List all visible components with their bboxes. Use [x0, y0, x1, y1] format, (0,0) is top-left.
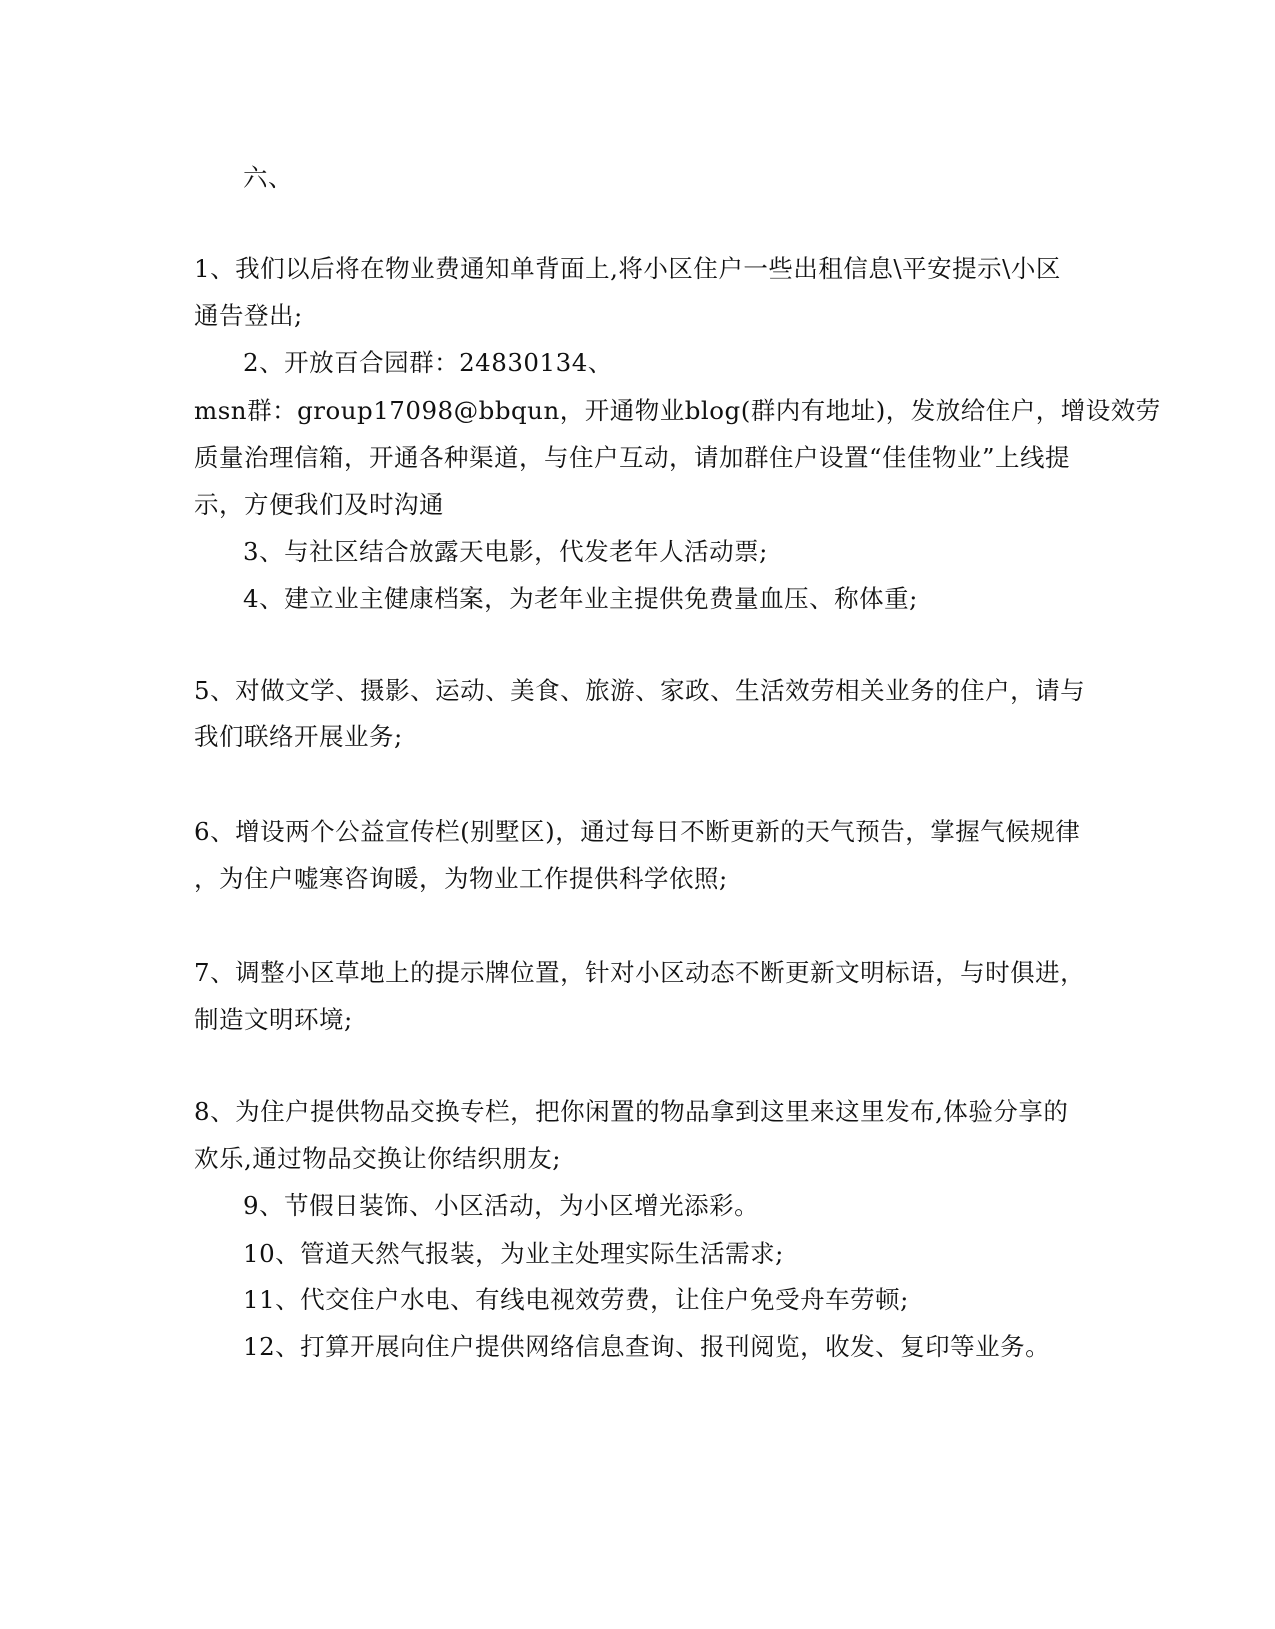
text-line: 示，方便我们及时沟通 — [194, 490, 444, 519]
text-line: 12、打算开展向住户提供网络信息查询、报刊阅览，收发、复印等业务。 — [243, 1332, 1051, 1361]
text-line: 8、为住户提供物品交换专栏，把你闲置的物品拿到这里来这里发布,体验分享的 — [194, 1097, 1069, 1126]
text-line: 2、开放百合园群：24830134、 — [243, 348, 613, 377]
section-heading: 六、 — [243, 163, 293, 192]
text-line: 制造文明环境; — [194, 1005, 353, 1034]
text-line: msn群：group17098@bbqun，开通物业blog(群内有地址)，发放给住户，增设效劳 — [194, 396, 1161, 425]
text-line: 我们联络开展业务; — [194, 722, 403, 751]
text-line: 4、建立业主健康档案，为老年业主提供免费量血压、称体重; — [243, 584, 918, 613]
text-line: 5、对做文学、摄影、运动、美食、旅游、家政、生活效劳相关业务的住户，请与 — [194, 676, 1086, 705]
text-line: 质量治理信箱，开通各种渠道，与住户互动，请加群住户设置“佳佳物业”上线提 — [194, 443, 1071, 472]
text-line: 1、我们以后将在物业费通知单背面上,将小区住户一些出租信息\平安提示\小区 — [194, 254, 1061, 283]
text-line: ，为住户嘘寒咨询暖，为物业工作提供科学依照; — [194, 864, 728, 893]
text-line: 3、与社区结合放露天电影，代发老年人活动票; — [243, 537, 768, 566]
text-line: 欢乐,通过物品交换让你结织朋友; — [194, 1144, 562, 1173]
text-line: 10、管道天然气报装，为业主处理实际生活需求; — [243, 1239, 784, 1268]
text-line: 11、代交住户水电、有线电视效劳费，让住户免受舟车劳顿; — [243, 1285, 909, 1314]
text-line: 6、增设两个公益宣传栏(别墅区)，通过每日不断更新的天气预告，掌握气候规律 — [194, 817, 1081, 846]
text-line: 7、调整小区草地上的提示牌位置，针对小区动态不断更新文明标语，与时俱进， — [194, 958, 1086, 987]
text-line: 通告登出; — [194, 301, 303, 330]
text-line: 9、节假日装饰、小区活动，为小区增光添彩。 — [243, 1191, 760, 1220]
